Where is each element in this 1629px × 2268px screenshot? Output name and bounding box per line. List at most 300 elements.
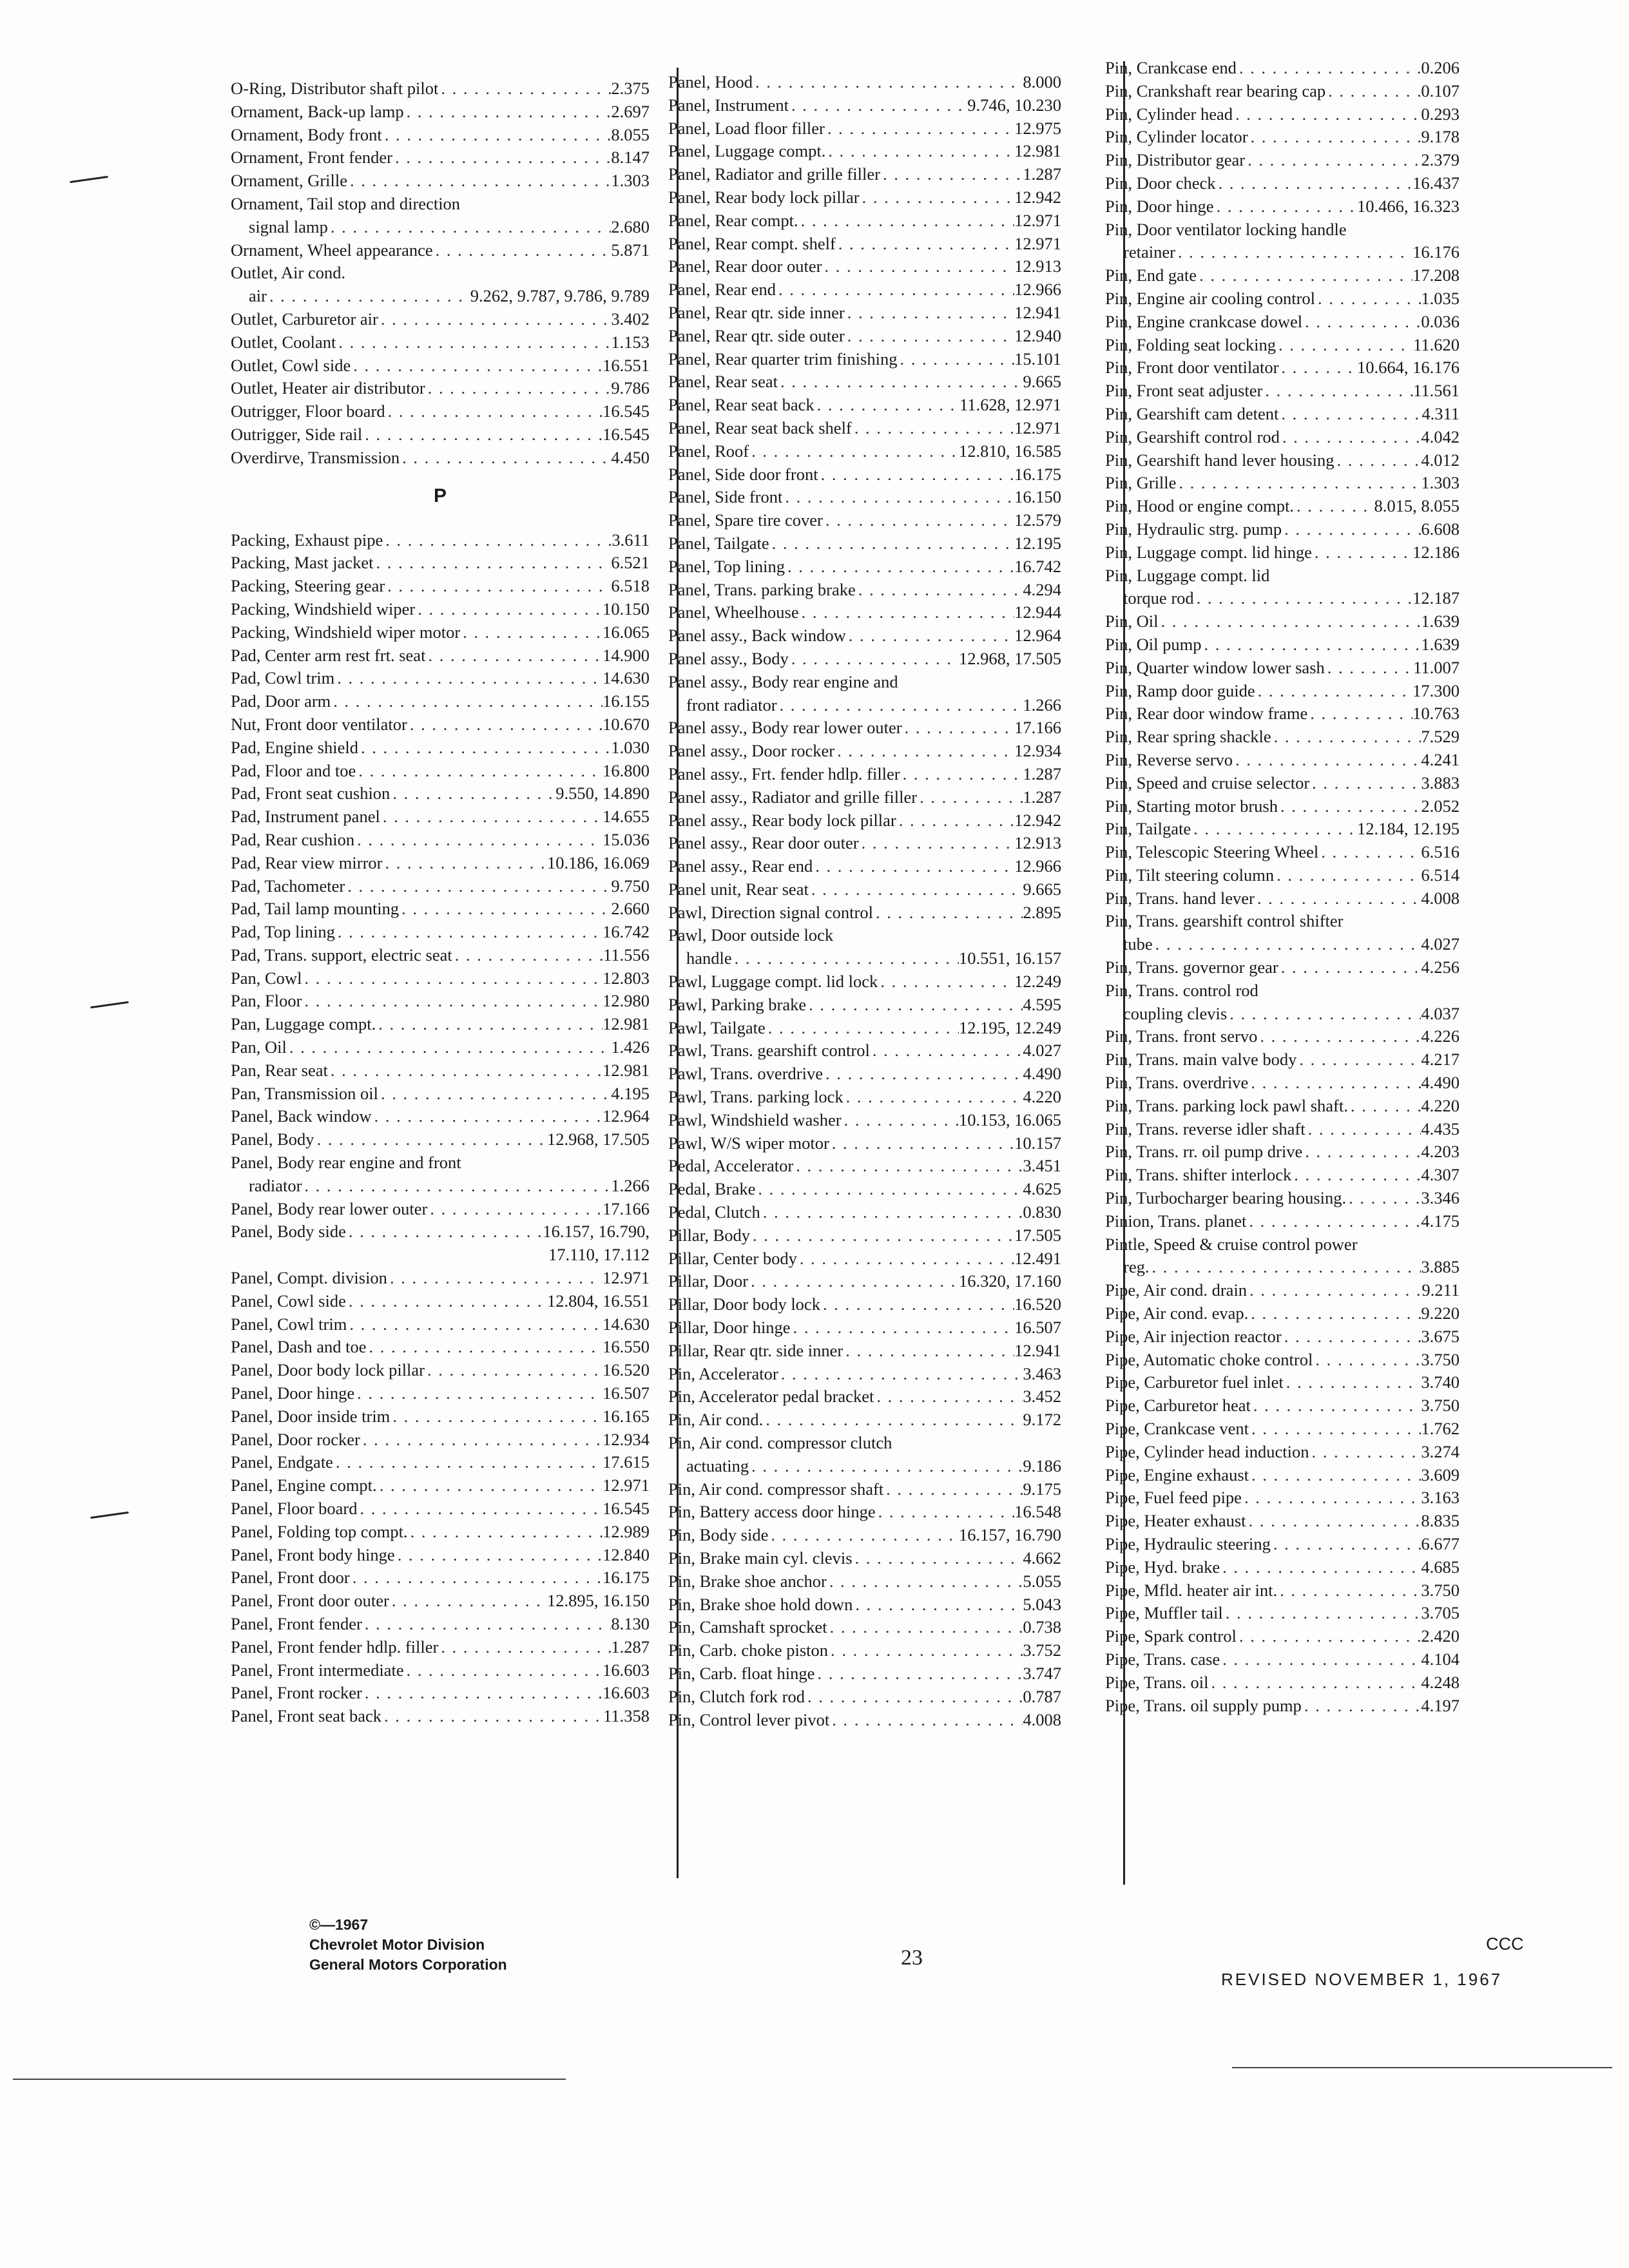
page-ref: 16.065 — [602, 622, 650, 642]
index-entry — [231, 990, 650, 1013]
entry-label: Panel, Rear quarter trim finishing — [668, 349, 898, 369]
entry-label: Panel, Rear door outer — [668, 256, 822, 276]
page-ref: 1.639 — [1421, 634, 1460, 654]
dot-leader — [1220, 1648, 1421, 1671]
dot-leader — [302, 990, 602, 1013]
index-entry — [1105, 1486, 1460, 1510]
page-ref: 1.303 — [611, 171, 650, 191]
entry-label: front radiator — [686, 695, 777, 715]
dot-leader — [1307, 702, 1412, 726]
page-ref: 12.934 — [1014, 741, 1061, 761]
page-ref: 16.545 — [602, 401, 650, 421]
entry-label: Ornament, Front fender — [231, 148, 392, 168]
index-entry — [668, 994, 1061, 1017]
page-ref: 8.000 — [1023, 72, 1061, 91]
index-entry — [1105, 1556, 1460, 1579]
dot-leader — [1246, 1210, 1421, 1233]
document-code: CCC — [1486, 1934, 1524, 1954]
index-entry — [231, 216, 650, 239]
dot-leader — [778, 370, 1023, 394]
page-ref: 4.307 — [1421, 1165, 1460, 1185]
entry-label: Pin, Folding seat locking — [1105, 334, 1276, 354]
entry-label: Ornament, Wheel appearance — [231, 240, 433, 260]
entry-label: Panel, Front door outer — [231, 1591, 389, 1611]
page-ref: 12.944 — [1014, 602, 1061, 622]
entry-label: Pad, Engine shield — [231, 737, 358, 757]
dot-leader — [1214, 195, 1357, 218]
page-ref: 3.463 — [1023, 1363, 1061, 1383]
entry-label: Panel, Roof — [668, 441, 749, 461]
dot-leader — [328, 216, 611, 239]
dot-leader — [404, 1659, 603, 1682]
page-ref: 4.008 — [1421, 888, 1460, 908]
page-ref: 9.750 — [611, 876, 650, 896]
entry-label: Pin, Air cond. compressor clutch — [668, 1433, 892, 1453]
entry-label: Panel, Tailgate — [668, 533, 769, 553]
index-entry — [668, 555, 1061, 579]
index-entry — [668, 855, 1061, 878]
dot-leader — [392, 146, 611, 169]
dot-leader — [382, 124, 612, 147]
entry-label: reg. — [1123, 1257, 1150, 1277]
entry-label: Pintle, Speed & cruise control power — [1105, 1234, 1358, 1254]
dot-leader — [1197, 264, 1412, 287]
index-list-o — [231, 77, 650, 470]
entry-label: Pin, Trans. overdrive — [1105, 1073, 1249, 1093]
dot-leader — [1278, 403, 1422, 426]
index-entry — [668, 186, 1061, 209]
page-ref: 12.981 — [602, 1060, 650, 1080]
index-entry — [1105, 126, 1460, 149]
dot-leader — [843, 1340, 1014, 1363]
index-entry — [231, 400, 650, 423]
page-ref: 12.840 — [602, 1544, 650, 1564]
dot-leader — [873, 901, 1023, 925]
page-ref: 16.507 — [1014, 1318, 1061, 1338]
entry-label: Pan, Transmission oil — [231, 1083, 378, 1103]
index-entry — [668, 716, 1061, 740]
page-ref: 8.130 — [611, 1614, 650, 1633]
page-ref: 1.639 — [1421, 611, 1460, 631]
index-list — [1105, 57, 1460, 1717]
entry-label: Ornament, Back-up lamp — [231, 101, 404, 121]
index-entry — [668, 117, 1061, 140]
entry-label: Pin, Distributor gear — [1105, 150, 1246, 170]
entry-label: Packing, Exhaust pipe — [231, 530, 383, 550]
index-entry-heading — [1105, 1233, 1460, 1256]
page-ref: 4.311 — [1422, 403, 1460, 423]
index-entry — [1105, 518, 1460, 541]
page-ref: 4.450 — [611, 447, 650, 467]
index-entry-heading — [668, 924, 1061, 947]
index-list — [668, 71, 1061, 1731]
index-entry — [1105, 1048, 1460, 1072]
index-entry — [668, 1293, 1061, 1316]
entry-label: Outlet, Coolant — [231, 332, 336, 352]
index-entry — [231, 1682, 650, 1705]
dot-leader — [870, 1039, 1023, 1062]
index-entry — [668, 255, 1061, 278]
entry-label: Pawl, Direction signal control — [668, 902, 873, 922]
entry-label: Pipe, Carburetor fuel inlet — [1105, 1372, 1284, 1392]
entry-label: Panel assy., Rear door outer — [668, 833, 859, 853]
dot-leader — [302, 967, 602, 990]
index-entry — [1105, 933, 1460, 956]
letter-heading: P — [433, 485, 447, 506]
dot-leader — [818, 463, 1015, 486]
index-entry — [231, 1544, 650, 1567]
binder-mark — [70, 176, 108, 183]
entry-label: Pin, Carb. float hinge — [668, 1663, 815, 1683]
page-ref: 12.913 — [1014, 833, 1061, 853]
index-entry — [668, 1709, 1061, 1732]
page-ref: 9.262, 9.787, 9.786, 9.789 — [470, 286, 650, 306]
index-entry — [668, 624, 1061, 648]
page-ref: 10.763 — [1412, 704, 1460, 724]
page-ref: 8.147 — [611, 148, 650, 168]
entry-label: Panel, Load floor filler — [668, 118, 825, 138]
page-ref: 3.675 — [1421, 1326, 1460, 1346]
entry-label: Panel, Compt. division — [231, 1268, 387, 1288]
dot-leader — [823, 1062, 1023, 1086]
index-entry — [668, 1686, 1061, 1709]
page-ref: 9.211 — [1422, 1280, 1460, 1300]
index-entry — [231, 1220, 650, 1244]
page-ref: 14.655 — [602, 807, 650, 827]
entry-label: Pad, Rear cushion — [231, 829, 355, 849]
page-ref: 0.107 — [1421, 81, 1460, 101]
dot-leader — [452, 944, 603, 967]
page-ref: 10.150 — [602, 599, 650, 619]
dot-leader — [1194, 587, 1412, 610]
page-ref: 17.615 — [602, 1452, 650, 1472]
dot-leader — [425, 377, 612, 400]
dot-leader — [789, 94, 967, 117]
page-ref: 2.680 — [611, 216, 650, 236]
page-ref: 14.630 — [602, 1314, 650, 1334]
page-ref: 12.942 — [1014, 810, 1061, 830]
index-entry — [231, 552, 650, 575]
page-ref: 4.042 — [1421, 427, 1460, 447]
entry-label: Panel assy., Body — [668, 648, 789, 668]
entry-label: Panel, Hood — [668, 72, 753, 91]
index-entry — [231, 1497, 650, 1521]
page-ref: 16.437 — [1412, 173, 1460, 193]
page-ref: 16.507 — [602, 1383, 650, 1403]
entry-label: Panel assy., Body rear engine and — [668, 671, 898, 691]
page-ref: 4.027 — [1023, 1041, 1061, 1061]
page-ref: 4.037 — [1421, 1003, 1460, 1023]
dot-leader — [755, 1178, 1023, 1201]
index-entry — [231, 852, 650, 875]
page-ref: 5.055 — [1023, 1571, 1061, 1591]
page-ref: 11.358 — [603, 1706, 650, 1726]
dot-leader — [1278, 795, 1421, 818]
index-entry — [231, 1059, 650, 1082]
index-entry — [668, 417, 1061, 440]
dot-leader — [358, 736, 611, 760]
entry-label: Pillar, Rear qtr. side inner — [668, 1340, 843, 1360]
page-ref: 12.579 — [1014, 510, 1061, 530]
dot-leader — [415, 598, 602, 621]
dot-leader — [333, 1451, 602, 1474]
index-entry — [668, 1155, 1061, 1178]
dot-leader — [1296, 1048, 1421, 1072]
dot-leader — [400, 447, 611, 470]
dot-leader — [1284, 1371, 1422, 1394]
entry-label: Panel, Door inside trim — [231, 1406, 390, 1426]
page-ref: 17.166 — [1014, 718, 1061, 738]
entry-label: Pin, Air cond. compressor shaft — [668, 1479, 884, 1499]
dot-leader — [328, 1059, 602, 1082]
index-entry — [231, 285, 650, 308]
index-entry — [231, 967, 650, 990]
index-entry — [668, 1639, 1061, 1662]
dot-leader — [1282, 1325, 1422, 1349]
entry-label: Pan, Rear seat — [231, 1060, 328, 1080]
page-ref: 12.971 — [602, 1475, 650, 1495]
page-ref: 1.266 — [1023, 695, 1061, 715]
page-ref: 12.971 — [1014, 210, 1061, 230]
page-ref: 4.104 — [1421, 1649, 1460, 1669]
page-ref: 16.545 — [602, 424, 650, 444]
index-entry — [231, 1451, 650, 1474]
index-entry — [1105, 1302, 1460, 1325]
dot-leader — [1245, 149, 1421, 172]
entry-label: Panel, Radiator and grille filler — [668, 164, 880, 184]
page-ref: 16.155 — [602, 691, 650, 711]
index-entry — [668, 832, 1061, 855]
index-entry — [1105, 195, 1460, 218]
entry-label: Pad, Tail lamp mounting — [231, 899, 400, 919]
dot-leader — [1346, 1187, 1421, 1210]
index-entry — [668, 163, 1061, 186]
entry-label: Pin, Hood or engine compt. — [1105, 496, 1294, 516]
index-entry — [668, 302, 1061, 325]
index-entry — [231, 1359, 650, 1382]
entry-label: Panel, Door hinge — [231, 1383, 355, 1403]
dot-leader — [860, 186, 1015, 209]
page-ref: 12.187 — [1412, 588, 1460, 608]
dot-leader — [378, 1082, 611, 1106]
dot-leader — [407, 713, 602, 736]
index-entry — [1105, 1625, 1460, 1648]
entry-label: air — [249, 286, 267, 306]
dot-leader — [1242, 1486, 1421, 1510]
entry-label: Pan, Cowl — [231, 968, 302, 988]
entry-label: Pin, Grille — [1105, 473, 1177, 493]
entry-label: Pin, Trans. rr. oil pump drive — [1105, 1142, 1303, 1162]
page-ref: 6.521 — [611, 553, 650, 573]
dot-leader — [809, 878, 1023, 901]
entry-label: Pillar, Door body lock — [668, 1294, 820, 1314]
page-ref: 16.545 — [602, 1499, 650, 1519]
entry-label: Pin, Rear door window frame — [1105, 704, 1308, 724]
dot-leader — [1248, 1302, 1421, 1325]
entry-label: Pipe, Trans. oil supply pump — [1105, 1695, 1302, 1715]
index-entry — [231, 1613, 650, 1636]
index-entry — [231, 1636, 650, 1659]
index-entry — [231, 146, 650, 169]
entry-label: Pin, Gearshift cam detent — [1105, 403, 1279, 423]
dot-leader — [354, 1382, 602, 1405]
binder-mark — [90, 1001, 129, 1008]
index-entry — [668, 1017, 1061, 1040]
page-ref: 16.176 — [1412, 242, 1460, 262]
entry-label: Ornament, Grille — [231, 171, 348, 191]
page-ref: 1.287 — [1023, 764, 1061, 783]
index-entry — [231, 713, 650, 736]
entry-label: Panel, Body side — [231, 1222, 346, 1242]
index-entry — [668, 740, 1061, 763]
entry-label: Panel, Side front — [668, 487, 783, 507]
dot-leader — [1249, 1418, 1421, 1441]
dot-leader — [1249, 1464, 1421, 1487]
entry-label: Pipe, Muffler tail — [1105, 1603, 1223, 1623]
dot-leader — [1175, 241, 1412, 264]
entry-label: Panel, Rear compt. shelf — [668, 233, 836, 253]
page-ref: 12.971 — [1014, 418, 1061, 437]
index-entry — [231, 690, 650, 713]
dot-leader — [806, 994, 1023, 1017]
page-ref: 17.166 — [602, 1198, 650, 1218]
index-entry — [1105, 841, 1460, 864]
page-ref: 12.249 — [1014, 972, 1061, 992]
entry-label: Packing, Mast jacket — [231, 553, 374, 573]
dot-leader — [1227, 1003, 1421, 1026]
index-entry — [1105, 657, 1460, 680]
entry-label: Pawl, Luggage compt. lid lock — [668, 972, 878, 992]
page-ref: 3.609 — [1421, 1465, 1460, 1485]
index-entry — [1105, 426, 1460, 449]
dot-leader — [1309, 772, 1421, 795]
dot-leader — [878, 970, 1014, 994]
dot-leader — [793, 1155, 1023, 1178]
page-ref: 6.608 — [1421, 519, 1460, 539]
index-entry — [668, 1316, 1061, 1340]
page-ref: 3.346 — [1421, 1188, 1460, 1208]
dot-leader — [829, 1709, 1023, 1732]
page-ref: 0.787 — [1023, 1686, 1061, 1706]
index-entry — [668, 532, 1061, 555]
page-ref: 12.941 — [1014, 1340, 1061, 1360]
entry-label: Panel, Front fender — [231, 1614, 362, 1633]
dot-leader — [749, 440, 959, 463]
index-entry — [668, 1501, 1061, 1524]
index-entry — [668, 809, 1061, 832]
index-entry — [1105, 1648, 1460, 1671]
page-ref: 3.451 — [1023, 1156, 1061, 1176]
entry-label: Panel, Front body hinge — [231, 1544, 395, 1564]
page-ref: 16.551 — [602, 355, 650, 375]
entry-label: Panel, Engine compt. — [231, 1475, 377, 1495]
page-ref: 9.175 — [1023, 1479, 1061, 1499]
index-entry — [668, 1132, 1061, 1155]
entry-label: Panel assy., Rear end — [668, 856, 813, 876]
entry-label: Pin, Door hinge — [1105, 196, 1214, 216]
page-ref: 16.548 — [1014, 1502, 1061, 1522]
entry-label: Panel, Cowl trim — [231, 1314, 347, 1334]
index-entry-heading — [668, 671, 1061, 694]
page-ref: 4.490 — [1421, 1073, 1460, 1093]
dot-leader — [896, 809, 1014, 832]
dot-leader — [845, 325, 1014, 348]
index-entry — [1105, 241, 1460, 264]
entry-label: Panel, Rear seat back shelf — [668, 418, 852, 437]
entry-label: Panel, Body rear engine and front — [231, 1153, 461, 1173]
dot-leader — [460, 621, 602, 644]
binder-mark — [90, 1512, 129, 1519]
index-entry — [231, 1313, 650, 1336]
page-ref: 8.835 — [1421, 1511, 1460, 1531]
dot-leader — [362, 423, 602, 447]
page-ref: 12.184, 12.195 — [1357, 819, 1460, 839]
index-entry — [231, 124, 650, 147]
page-ref: 11.556 — [603, 945, 650, 965]
dot-leader — [1233, 103, 1421, 126]
index-entry — [1105, 80, 1460, 103]
entry-label: Pin, Starting motor brush — [1105, 796, 1278, 816]
entry-label: Pipe, Hyd. brake — [1105, 1557, 1220, 1577]
entry-label: Pin, Speed and cruise selector — [1105, 773, 1310, 793]
page-ref: 12.968, 17.505 — [959, 648, 1061, 668]
dot-leader — [395, 1544, 602, 1567]
index-entry — [1105, 1140, 1460, 1164]
entry-label: Outlet, Cowl side — [231, 355, 351, 375]
page-ref: 12.966 — [1014, 280, 1061, 300]
page-ref: 16.550 — [602, 1337, 650, 1357]
index-entry — [668, 694, 1061, 717]
entry-label: Pipe, Trans. oil — [1105, 1672, 1209, 1692]
entry-label: Pin, Trans. gearshift control shifter — [1105, 911, 1344, 931]
page-ref: 10.664, 16.176 — [1357, 358, 1460, 378]
dot-leader — [1325, 657, 1413, 680]
entry-label: Pipe, Air cond. drain — [1105, 1280, 1248, 1300]
entry-label: Packing, Steering gear — [231, 576, 385, 596]
dot-leader — [769, 532, 1015, 555]
index-entry — [668, 786, 1061, 809]
entry-label: Pin, Control lever pivot — [668, 1709, 830, 1729]
dot-leader — [732, 947, 959, 970]
dot-leader — [825, 140, 1014, 163]
dot-leader — [383, 529, 612, 552]
dot-leader — [380, 805, 602, 829]
page-ref: 4.294 — [1023, 579, 1061, 599]
dot-leader — [1255, 887, 1422, 910]
entry-label: Panel, Rear end — [668, 280, 776, 300]
index-entry — [668, 394, 1061, 417]
entry-label: Pin, Oil — [1105, 611, 1159, 631]
index-entry — [231, 1198, 650, 1221]
page-ref: 10.670 — [602, 714, 650, 734]
entry-label: Pan, Oil — [231, 1037, 287, 1057]
page-ref: 12.195, 12.249 — [959, 1017, 1061, 1037]
dot-leader — [385, 400, 603, 423]
page-ref: 12.186 — [1412, 542, 1460, 562]
index-entry — [231, 621, 650, 644]
index-entry-heading — [231, 193, 650, 216]
dot-leader — [347, 1313, 602, 1336]
dot-leader — [1246, 1510, 1422, 1533]
dot-leader — [1306, 1118, 1422, 1141]
page-ref: 16.320, 17.160 — [959, 1271, 1061, 1291]
dot-leader — [287, 1036, 612, 1059]
entry-label: Pin, Air cond. — [668, 1410, 764, 1430]
entry-label: Pillar, Center body — [668, 1248, 797, 1268]
entry-label: Pin, Door ventilator locking handle — [1105, 219, 1347, 239]
entry-label: actuating — [686, 1456, 749, 1475]
page-ref: 8.055 — [611, 124, 650, 144]
